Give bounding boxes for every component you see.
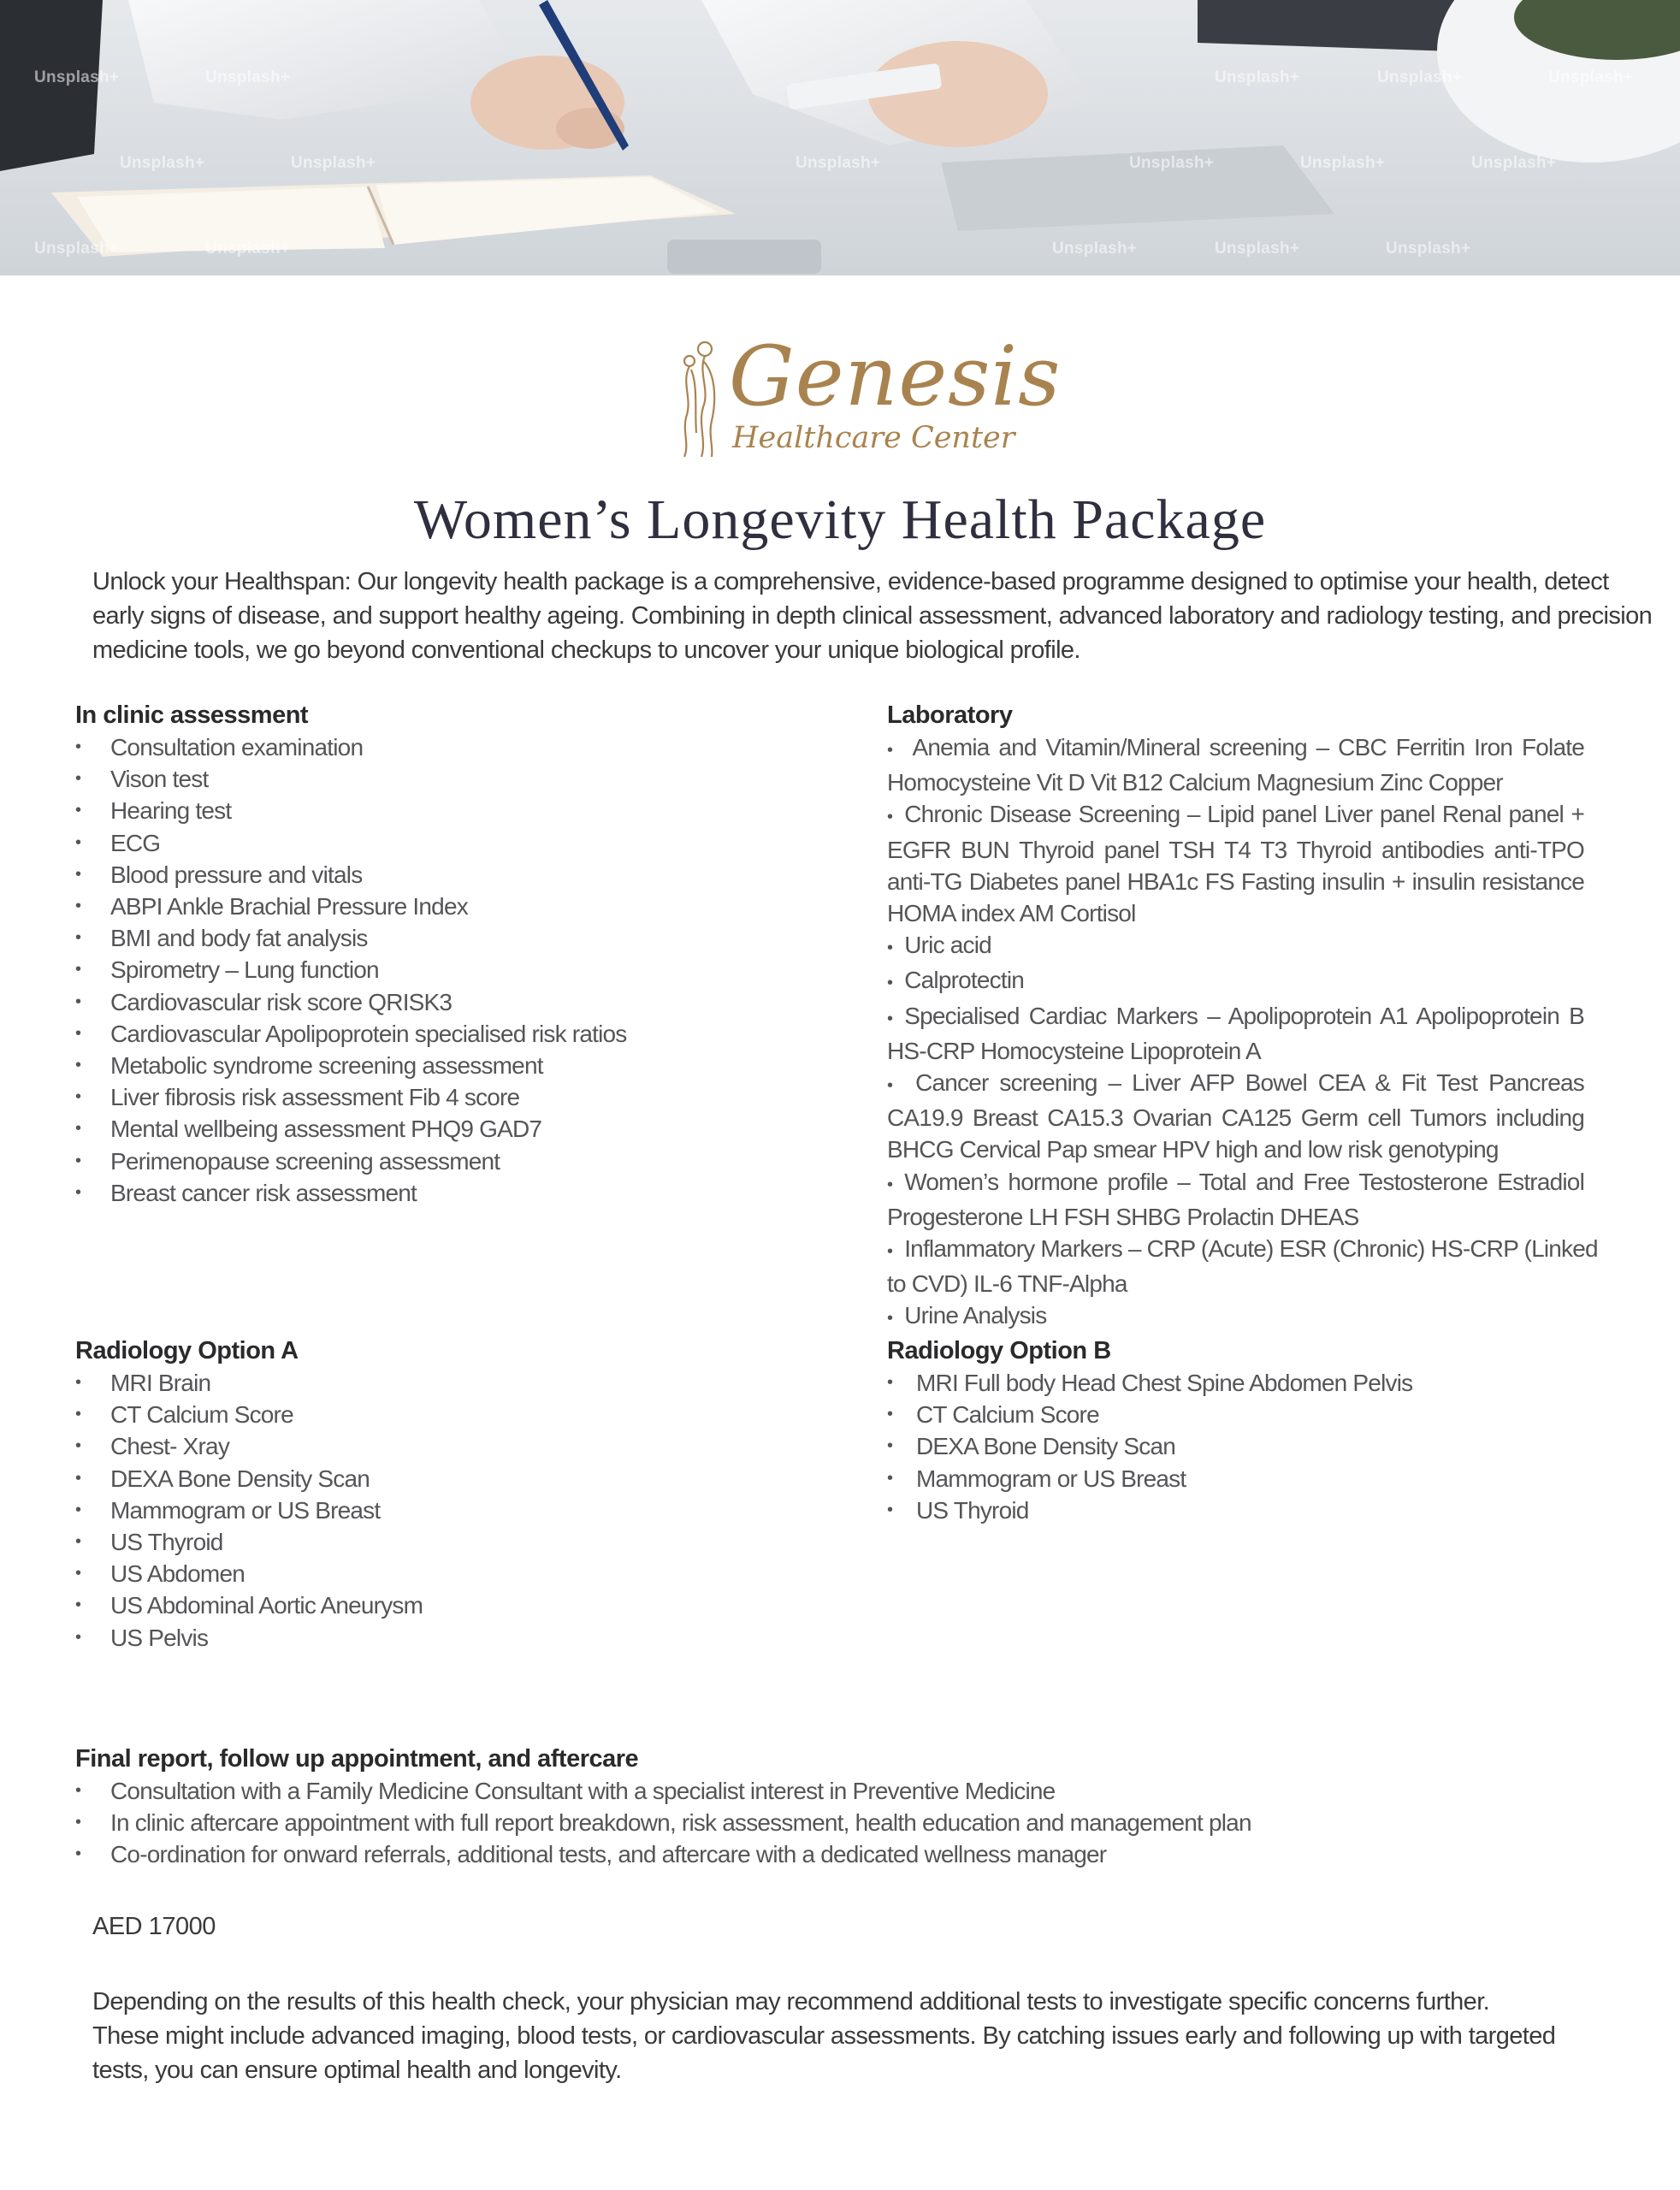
lab-line: to CVD) IL-6 TNF-Alpha	[887, 1270, 1127, 1298]
list-item: • Mental wellbeing assessment PHQ9 GAD7	[75, 1113, 626, 1145]
clinic-section	[75, 699, 626, 1209]
radiology-b-list	[887, 1367, 1412, 1526]
lab-line: • Inflammatory Markers – CRP (Acute) ESR (Chronic) HS-CRP (Linked	[887, 1235, 1598, 1263]
intro-line: medicine tools, we go beyond conventional checkups to uncover your unique biological profile.	[92, 636, 1080, 664]
lab-line: • Cancer screening – Liver AFP Bowel CEA & Fit Test Pancreas	[887, 1069, 1585, 1097]
intro-line: Unlock your Healthspan: Our longevity health package is a comprehensive, evidence-based programme designed to optimise your health, detect	[92, 568, 1609, 595]
list-item: • Co-ordination for onward referrals, additional tests, and aftercare with a dedicated wellness manager	[75, 1838, 1251, 1870]
page-title: Women’s Longevity Health Package	[413, 488, 1267, 551]
clinic-list	[75, 731, 626, 1209]
watermark: Unsplash+	[1215, 68, 1300, 86]
watermark: Unsplash+	[205, 240, 291, 257]
list-item: • Cardiovascular Apolipoprotein specialised risk ratios	[75, 1018, 626, 1050]
watermark: Unsplash+	[1215, 240, 1300, 257]
list-item: • Spirometry – Lung function	[75, 954, 626, 986]
list-item: • Chest- Xray	[75, 1430, 423, 1462]
radiology-b-heading: Radiology Option B	[887, 1337, 1111, 1364]
outro-line: These might include advanced imaging, blood tests, or cardiovascular assessments. By catching issues early and following up with targeted	[92, 2022, 1556, 2050]
watermark: Unsplash+	[291, 154, 376, 172]
radiology-b-section	[887, 1335, 1412, 1526]
list-item: • US Thyroid	[75, 1526, 423, 1558]
list-item: • In clinic aftercare appointment with full report breakdown, risk assessment, health education and management plan	[75, 1807, 1251, 1838]
closing-paragraph	[92, 1985, 1598, 2087]
logo-tagline: Healthcare Center	[732, 421, 1015, 455]
package-price: AED 17000	[92, 1913, 216, 1940]
lab-line: Progesterone LH FSH SHBG Prolactin DHEAS	[887, 1203, 1359, 1230]
laboratory-heading: Laboratory	[887, 701, 1013, 729]
final-report-list	[75, 1775, 1251, 1871]
watermark: Unsplash+	[1548, 68, 1634, 86]
list-item: • ABPI Ankle Brachial Pressure Index	[75, 891, 626, 922]
lab-line: BHCG Cervical Pap smear HPV high and low risk genotyping	[887, 1136, 1499, 1163]
lab-line: • Women’s hormone profile – Total and Free Testosterone Estradiol	[887, 1168, 1584, 1195]
outro-line: tests, you can ensure optimal health and longevity.	[92, 2057, 622, 2084]
list-item: • MRI Brain	[75, 1367, 423, 1399]
list-item: • MRI Full body Head Chest Spine Abdomen Pelvis	[887, 1367, 1412, 1399]
list-item: • Blood pressure and vitals	[75, 859, 626, 891]
watermark: Unsplash+	[205, 68, 291, 86]
list-item: • US Thyroid	[887, 1495, 1412, 1526]
list-item: • Mammogram or US Breast	[75, 1495, 423, 1526]
lab-line: • Urine Analysis	[887, 1302, 1047, 1329]
lab-line: • Calprotectin	[887, 967, 1025, 994]
list-item: • Vison test	[75, 763, 626, 795]
list-item: • US Abdomen	[75, 1558, 423, 1589]
list-item: • Consultation with a Family Medicine Consultant with a specialist interest in Preventive Medicine	[75, 1775, 1251, 1807]
final-report-section	[75, 1743, 1251, 1871]
list-item: • Metabolic syndrome screening assessment	[75, 1050, 626, 1081]
final-report-heading: Final report, follow up appointment, and aftercare	[75, 1745, 639, 1773]
lab-line: • Anemia and Vitamin/Mineral screening – CBC Ferritin Iron Folate	[887, 734, 1585, 761]
lab-line: Homocysteine Vit D Vit B12 Calcium Magnesium Zinc Copper	[887, 769, 1503, 796]
list-item: • Hearing test	[75, 795, 626, 826]
watermark: Unsplash+	[796, 154, 881, 172]
watermark: Unsplash+	[1129, 154, 1215, 172]
laboratory-section	[887, 699, 1598, 1335]
watermark: Unsplash+	[1052, 240, 1138, 257]
lab-line: EGFR BUN Thyroid panel TSH T4 T3 Thyroid antibodies anti-TPO	[887, 836, 1584, 863]
list-item: • US Pelvis	[75, 1622, 423, 1654]
header-photo	[0, 0, 1680, 275]
watermark: Unsplash+	[120, 154, 205, 172]
list-item: • US Abdominal Aortic Aneurysm	[75, 1589, 423, 1621]
list-item: • BMI and body fat analysis	[75, 922, 626, 954]
list-item: • Perimenopause screening assessment	[75, 1145, 626, 1177]
watermark: Unsplash+	[34, 68, 120, 86]
watermark: Unsplash+	[1471, 154, 1557, 172]
watermark: Unsplash+	[1300, 154, 1386, 172]
clinic-heading: In clinic assessment	[75, 701, 309, 729]
lab-line: CA19.9 Breast CA15.3 Ovarian CA125 Germ cell Tumors including	[887, 1104, 1584, 1132]
list-item: • ECG	[75, 827, 626, 859]
list-item: • Consultation examination	[75, 731, 626, 763]
lab-line: • Specialised Cardiac Markers – Apolipoprotein A1 Apolipoprotein B	[887, 1002, 1584, 1029]
lab-line: • Uric acid	[887, 932, 991, 959]
list-item: • Cardiovascular risk score QRISK3	[75, 986, 626, 1018]
watermark: Unsplash+	[34, 240, 120, 257]
list-item: • Liver fibrosis risk assessment Fib 4 score	[75, 1081, 626, 1113]
list-item: • CT Calcium Score	[887, 1399, 1412, 1430]
lab-line: HS-CRP Homocysteine Lipoprotein A	[887, 1037, 1261, 1064]
intro-line: early signs of disease, and support healthy ageing. Combining in depth clinical assessment, advanced laboratory and radiology testing, and precision	[92, 602, 1653, 630]
intro-paragraph	[92, 565, 1653, 667]
doctor-writing-illustration	[0, 0, 1680, 275]
outro-line: Depending on the results of this health check, your physician may recommend additional tests to investigate specific concerns further.	[92, 1988, 1490, 2015]
list-item: • DEXA Bone Density Scan	[887, 1430, 1412, 1462]
list-item: • CT Calcium Score	[75, 1399, 423, 1430]
radiology-a-list	[75, 1367, 423, 1654]
logo-wordmark: Genesis	[729, 328, 1062, 424]
list-item: • Mammogram or US Breast	[887, 1463, 1412, 1495]
laboratory-text	[887, 731, 1598, 1335]
watermark: Unsplash+	[1377, 68, 1463, 86]
genesis-logo	[672, 328, 1062, 464]
list-item: • DEXA Bone Density Scan	[75, 1463, 423, 1495]
lab-line: anti-TG Diabetes panel HBA1c FS Fasting insulin + insulin resistance	[887, 867, 1584, 895]
figures-logo-icon	[672, 339, 727, 459]
radiology-a-heading: Radiology Option A	[75, 1337, 299, 1364]
lab-line: HOMA index AM Cortisol	[887, 900, 1136, 927]
watermark: Unsplash+	[1386, 240, 1471, 257]
lab-line: • Chronic Disease Screening – Lipid panel Liver panel Renal panel +	[887, 801, 1584, 828]
list-item: • Breast cancer risk assessment	[75, 1177, 626, 1209]
radiology-a-section	[75, 1335, 423, 1654]
